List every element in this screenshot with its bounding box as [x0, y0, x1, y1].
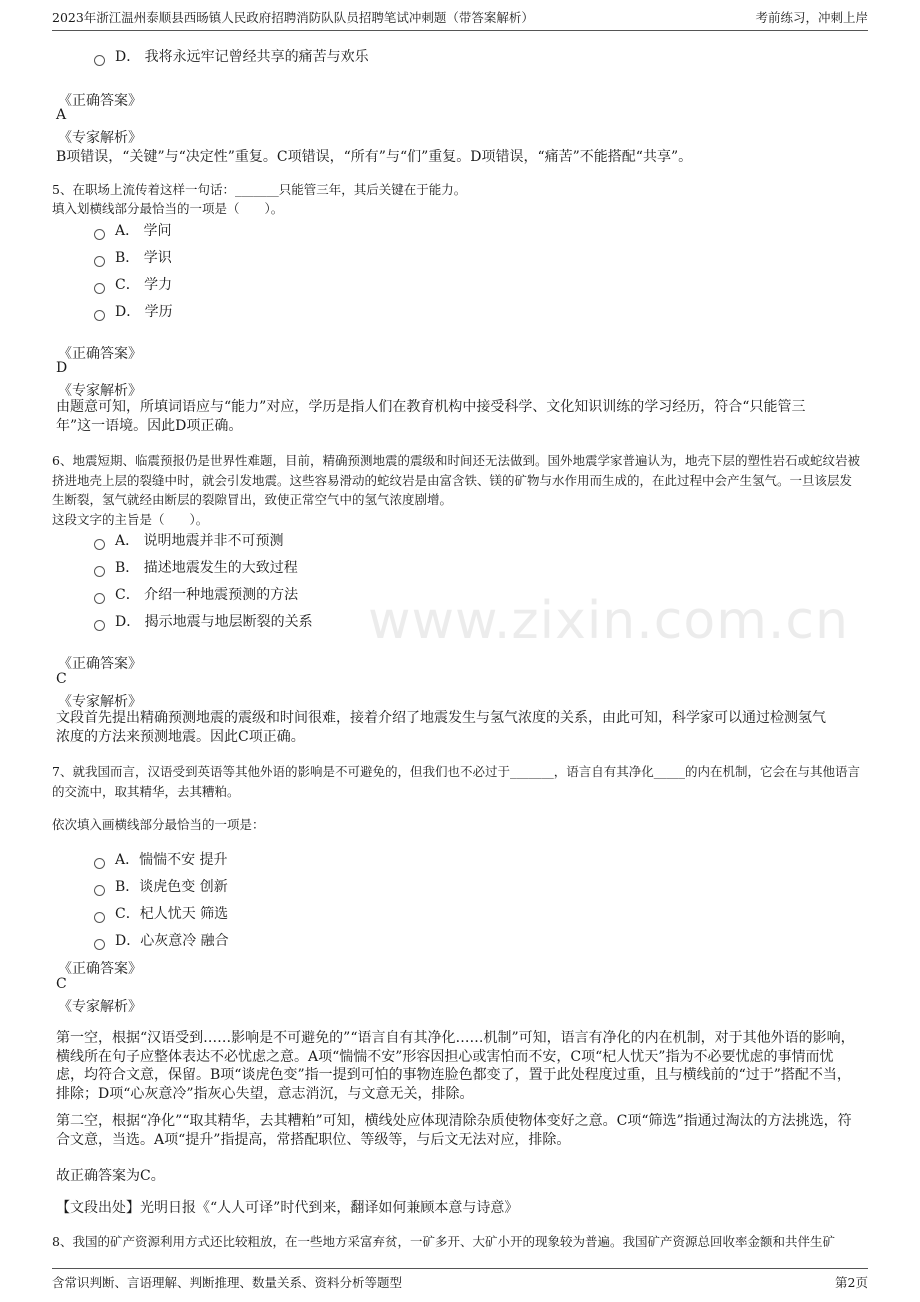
correct-answer-label: 《正确答案》: [58, 961, 142, 977]
q5-analysis: 由题意可知，所填词语应与“能力”对应，学历是指人们在教育机构中接受科学、文化知识训练的学习经历，符合“只能管三年”这一语境。因此D项正确。: [56, 399, 806, 434]
option-label: C． 学力: [115, 277, 173, 293]
radio-icon[interactable]: [94, 885, 105, 896]
q7-source: 【文段出处】光明日报《“人人可译”时代到来，翻译如何兼顾本意与诗意》: [56, 1200, 519, 1216]
q5-stem: 5、在职场上流传着这样一句话：_______只能管三年，其后关键在于能力。: [52, 182, 467, 197]
q4-answer: A: [56, 107, 67, 123]
q4-option-d[interactable]: [94, 46, 369, 66]
q4-analysis: B项错误，“关键”与“决定性”重复。C项错误，“所有”与“们”重复。D项错误，“痛苦”不能搭配“共享”。: [56, 149, 693, 165]
page-header: [52, 8, 868, 31]
radio-icon[interactable]: [94, 55, 105, 66]
q6-answer: C: [56, 671, 67, 687]
q6-option-d[interactable]: [94, 611, 313, 631]
header-slogan: 考前练习，冲刺上岸: [755, 10, 868, 25]
q5-option-d[interactable]: [94, 301, 173, 321]
footer-question-types: 含常识判断、言语理解、判断推理、数量关系、资料分析等题型: [52, 1275, 403, 1290]
q6-question: 这段文字的主旨是（ ）。: [52, 512, 209, 527]
radio-icon[interactable]: [94, 229, 105, 240]
expert-analysis-label: 《专家解析》: [58, 130, 142, 146]
radio-icon[interactable]: [94, 593, 105, 604]
q7-option-b[interactable]: [94, 876, 228, 896]
option-label: D．心灰意冷 融合: [115, 933, 229, 949]
q5-option-a[interactable]: [94, 220, 172, 240]
q7-option-a[interactable]: [94, 849, 228, 869]
option-label: A． 学问: [115, 223, 172, 239]
q6-analysis: 文段首先提出精确预测地震的震级和时间很难，接着介绍了地震发生与氢气浓度的关系，由此可知，科学家可以通过检测氢气浓度的方法来预测地震。因此C项正确。: [56, 710, 826, 745]
correct-answer-label: 《正确答案》: [58, 93, 142, 109]
radio-icon[interactable]: [94, 939, 105, 950]
q8-stem: 8、我国的矿产资源利用方式还比较粗放，在一些地方采富弃贫，一矿多开、大矿小开的现象较为普遍。我国矿产资源总回收率金额和共伴生矿: [52, 1234, 835, 1249]
q7-option-d[interactable]: [94, 930, 229, 950]
q7-stem: 7、就我国而言，汉语受到英语等其他外语的影响是不可避免的，但我们也不必过于_______，语言自有其净化_____的内在机制，它会在与其他语言的交流中，取其精华，去其糟粕。: [52, 764, 860, 799]
q7-answer: C: [56, 976, 67, 992]
option-label: D． 我将永远牢记曾经共享的痛苦与欢乐: [115, 49, 369, 65]
option-label: B． 描述地震发生的大致过程: [115, 560, 298, 576]
watermark: www.zixin.com.cn: [368, 591, 849, 651]
radio-icon[interactable]: [94, 539, 105, 550]
option-label: B．谈虎色变 创新: [115, 879, 228, 895]
expert-analysis-label: 《专家解析》: [58, 694, 142, 710]
option-label: C． 介绍一种地震预测的方法: [115, 587, 299, 603]
q6-stem: 6、地震短期、临震预报仍是世界性难题，目前，精确预测地震的震级和时间还无法做到。国外地震学家普遍认为，地壳下层的塑性岩石或蛇纹岩被挤进地壳上层的裂缝中时，就会引发地震。这些容易滑动的蛇纹岩是由富含铁、镁的矿物与水作用而生成的，在此过程中会产生氢气。一旦该层发生断裂，氢气就经由断层的裂隙冒出，致使正常空气中的氢气浓度剧增。: [52, 453, 860, 507]
radio-icon[interactable]: [94, 310, 105, 321]
page-footer: [52, 1268, 868, 1291]
option-label: B． 学识: [115, 250, 172, 266]
q5-question: 填入划横线部分最恰当的一项是（ ）。: [52, 201, 284, 216]
option-label: D． 学历: [115, 304, 173, 320]
expert-analysis-label: 《专家解析》: [58, 999, 142, 1015]
option-label: A．惴惴不安 提升: [115, 852, 228, 868]
document-title: 2023年浙江温州泰顺县西旸镇人民政府招聘消防队队员招聘笔试冲刺题（带答案解析）: [52, 10, 534, 25]
q6-option-c[interactable]: [94, 584, 298, 604]
radio-icon[interactable]: [94, 912, 105, 923]
q7-analysis-second-blank: 第二空，根据“净化”“取其精华，去其糟粕”可知，横线处应体现清除杂质使物体变好之意。C项“筛选”指通过淘汰的方法挑选，符合文意，当选。A项“提升”指提高，常搭配职位、等级等，与后文无法对应，排除。: [56, 1113, 852, 1148]
expert-analysis-label: 《专家解析》: [58, 383, 142, 399]
option-label: A． 说明地震并非不可预测: [115, 533, 284, 549]
radio-icon[interactable]: [94, 858, 105, 869]
q6-option-a[interactable]: [94, 530, 284, 550]
page-number: 第2页: [835, 1275, 868, 1290]
q5-answer: D: [56, 360, 68, 376]
q6-option-b[interactable]: [94, 557, 298, 577]
q7-question: 依次填入画横线部分最恰当的一项是：: [52, 817, 265, 832]
q5-option-c[interactable]: [94, 274, 172, 294]
q7-option-c[interactable]: [94, 903, 228, 923]
q7-conclusion: 故正确答案为C。: [56, 1168, 165, 1184]
radio-icon[interactable]: [94, 256, 105, 267]
q5-option-b[interactable]: [94, 247, 172, 267]
q7-analysis-first-blank: 第一空，根据“汉语受到……影响是不可避免的”“语言自有其净化……机制”可知，语言有净化的内在机制，对于其他外语的影响，横线所在句子应整体表达不必忧虑之意。A项“惴惴不安”形容因担心或害怕而不安，C项“杞人忧天”指为不必要忧虑的事情而忧虑，均符合文意，保留。B项“谈虎色变”指一提到可怕的事物连脸色都变了，置于此处程度过重，且与横线前的“过于”搭配不当，排除；D项“心灰意冷”指灰心失望，意志消沉，与文意无关，排除。: [56, 1030, 855, 1102]
correct-answer-label: 《正确答案》: [58, 346, 142, 362]
radio-icon[interactable]: [94, 566, 105, 577]
option-label: C．杞人忧天 筛选: [115, 906, 229, 922]
radio-icon[interactable]: [94, 620, 105, 631]
radio-icon[interactable]: [94, 283, 105, 294]
correct-answer-label: 《正确答案》: [58, 656, 142, 672]
option-label: D． 揭示地震与地层断裂的关系: [115, 614, 313, 630]
